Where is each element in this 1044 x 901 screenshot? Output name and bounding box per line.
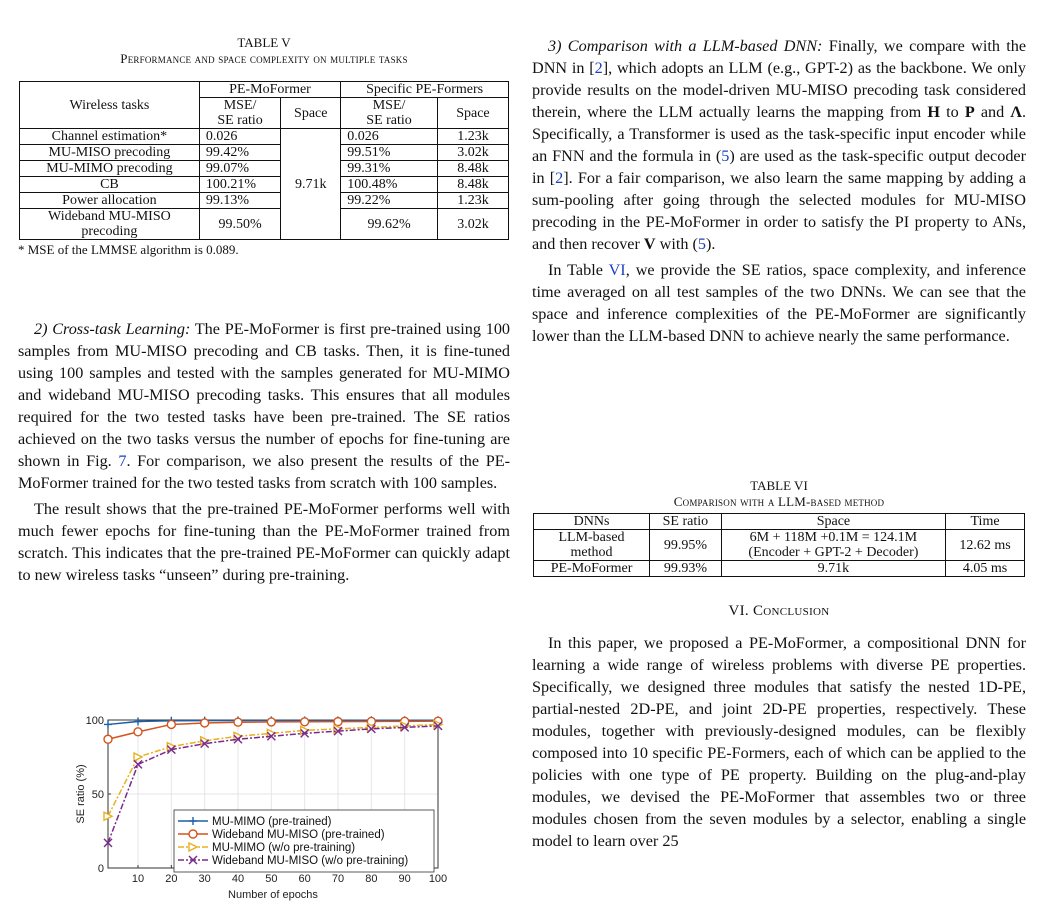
- x-tick-label: 70: [331, 873, 345, 885]
- y-axis-label: SE ratio (%): [75, 764, 87, 824]
- table5: [19, 81, 509, 240]
- data-point: [201, 719, 209, 727]
- x-tick-label: 50: [265, 873, 278, 885]
- table6-caption: [532, 478, 1026, 510]
- data-point: [301, 718, 309, 726]
- table-row: PE-MoFormer 99.93% 9.71k 4.05 ms: [534, 561, 1025, 577]
- section-cross-task: [18, 318, 510, 586]
- y-tick-label: 0: [97, 863, 104, 875]
- x-tick-label: 10: [131, 873, 145, 885]
- table5-caption: [18, 35, 510, 67]
- x-tick-label: 30: [198, 873, 211, 885]
- llm-paragraph-2: In Table VI, we provide the SE ratios, space complexity, and inference time averaged on all test samples of the two DNNs. We can see that the space and inference complexities of the PE-MoFormer are significantly lower than the LLM-based DNN to achieve nearly the same performance.: [532, 261, 1026, 345]
- x-tick-label: 20: [165, 873, 178, 885]
- section-llm: [532, 35, 1026, 347]
- llm-paragraph-1: 3) Comparison with a LLM-based DNN: Finally, we compare with the DNN in [2], which adopts an LLM (e.g., GPT-2) as the backbone. We only provide results on the model-driven MU-MISO precoding task considered therein, where the LLM actually learns the mapping from H to P and Λ. Specifically, a Transformer is used as the task-specific input encoder while an FNN and the formula in (5) are used as the task-specific output decoder in [2]. For a fair comparison, we also learn the same mapping by adding a sum-pooling after going through the selected modules for MU-MISO precoding in the PE-MoFormer in order to satisfy the PI property to ANs, and then recover V with (5).: [532, 37, 1027, 253]
- ref-2-link-b[interactable]: 2: [555, 169, 564, 187]
- data-point: [234, 718, 242, 726]
- t5-header-mse1: MSE/ SE ratio: [199, 98, 281, 129]
- table-row: Channel estimation* 0.026 9.71k 0.026 1.23k: [20, 129, 509, 145]
- data-point: [167, 720, 175, 728]
- data-point: [267, 718, 275, 726]
- x-tick-label: 40: [231, 873, 245, 885]
- data-point: [334, 718, 342, 726]
- ref-2-link[interactable]: 2: [594, 59, 603, 77]
- legend-entry: MU-MIMO (pre-trained): [212, 816, 332, 828]
- table6-link[interactable]: VI: [608, 261, 626, 279]
- table6-label: TABLE VI: [750, 478, 808, 493]
- cross-task-paragraph-1: 2) Cross-task Learning: The PE-MoFormer is first pre-trained using 100 samples from MU-MISO precoding and CB tasks. Then, it is fine-tuned using 100 samples and tested with the samples generated for MU-MIMO and wideband MU-MISO precoding tasks. This ensures that all modules required for the two tested tasks have been pre-trained. The SE ratios achieved on the two tasks versus the number of epochs for fine-tuning are shown in Fig. 7. For comparison, we also present the results of the PE-MoFormer trained for the two tested tasks from scratch with 100 samples.: [18, 320, 511, 492]
- t5-header-specific: Specific PE-Formers: [341, 82, 509, 98]
- legend-entry: Wideband MU-MISO (pre-trained): [212, 829, 385, 841]
- x-tick-label: 80: [365, 873, 378, 885]
- data-point: [104, 735, 112, 743]
- t5-header-space2: Space: [437, 98, 508, 129]
- table-row: Wideband MU-MISO precoding 99.50% 99.62% 3.02k: [20, 209, 509, 240]
- t5-header-moformer: PE-MoFormer: [199, 82, 340, 98]
- table5-title: Performance and space complexity on multiple tasks: [120, 51, 408, 66]
- eq-5-link-b[interactable]: 5: [697, 235, 706, 253]
- t5-header-mse2: MSE/ SE ratio: [341, 98, 438, 129]
- x-tick-label: 60: [298, 873, 311, 885]
- y-tick-label: 50: [91, 789, 104, 801]
- cross-task-paragraph-2: The result shows that the pre-trained PE-MoFormer performs well with much fewer epochs for fine-tuning than the PE-MoFormer trained from scratch. This indicates that the pre-trained PE-MoFormer can quickly adapt to new wireless tasks “unseen” during pre-training.: [18, 500, 510, 584]
- x-tick-label: 100: [428, 873, 448, 885]
- t5-moformer-space: 9.71k: [281, 129, 341, 240]
- table5-label: TABLE V: [237, 35, 291, 50]
- table-row: LLM-based method 99.95% 6M + 118M +0.1M = 124.1M (Encoder + GPT-2 + Decoder) 12.62 ms: [534, 530, 1025, 561]
- y-tick-label: 100: [85, 715, 104, 727]
- legend-entry: MU-MIMO (w/o pre-training): [212, 842, 356, 854]
- table6: DNNs SE ratio Space Time LLM-based method 99.95% 6M + 118M +0.1M = 124.1M (Encoder + GPT-2 + Decoder) 12.62 ms PE-MoFormer 99.93% 9.71k 4.05 ms: [533, 513, 1025, 577]
- fig7-link[interactable]: 7: [118, 452, 127, 470]
- data-point: [134, 728, 142, 736]
- table-row: Power allocation 99.13% 99.22% 1.23k: [20, 193, 509, 209]
- table-row: CB 100.21% 100.48% 8.48k: [20, 177, 509, 193]
- t5-header-tasks: Wireless tasks: [20, 82, 200, 129]
- table6-title: Comparison with a LLM-based method: [673, 494, 885, 509]
- conclusion-paragraph: In this paper, we proposed a PE-MoFormer, a compositional DNN for learning a wide range of wireless problems with diverse PE properties. Specifically, we designed three modules that satisfy the nested 1D-PE, partial-nested 2D-PE, and joint 2D-PE properties, respectively. These modules, together with previously-designed modules, can be flexibly composed into 10 specific PE-Formers, each of which can be applied to the policies with one type of PE property. Building on the plug-and-play modules, we devised the PE-MoFormer that assembles two or three modules chosen from the seven modules by a selector, enabling a single model to learn over 25: [532, 634, 1026, 850]
- se-ratio-chart: [50, 712, 450, 901]
- table5-footnote: * MSE of the LMMSE algorithm is 0.089.: [18, 242, 239, 257]
- chart-svg: [50, 712, 450, 901]
- t5-header-space1: Space: [281, 98, 341, 129]
- table-row: MU-MISO precoding 99.42% 99.51% 3.02k: [20, 145, 509, 161]
- legend-entry: Wideband MU-MISO (w/o pre-training): [212, 855, 409, 867]
- conclusion-heading: VI. Conclusion: [728, 603, 830, 619]
- data-point: [189, 830, 197, 838]
- x-tick-label: 90: [398, 873, 411, 885]
- x-axis-label: Number of epochs: [228, 889, 318, 901]
- eq-5-link[interactable]: 5: [721, 147, 730, 165]
- conclusion-section: [532, 603, 1026, 852]
- table-row: MU-MIMO precoding 99.07% 99.31% 8.48k: [20, 161, 509, 177]
